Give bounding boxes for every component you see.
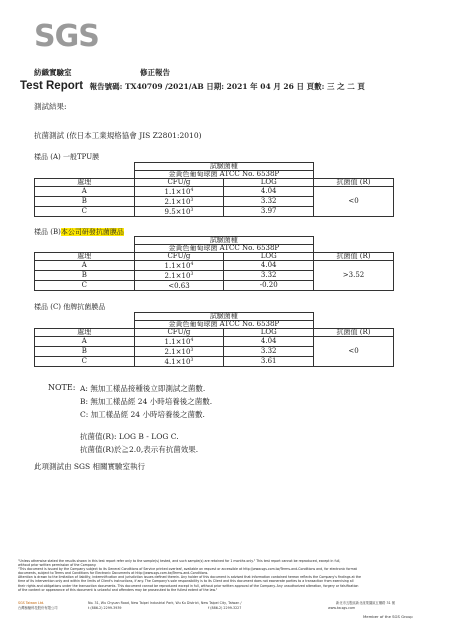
sample-a-label bbox=[34, 152, 99, 162]
col-log: LOG bbox=[224, 329, 314, 337]
blank-cell bbox=[314, 163, 394, 171]
strain-name: 金黃色葡萄球菌 ATCC No. 6538P bbox=[134, 321, 314, 329]
row-treatment: C bbox=[35, 207, 135, 217]
row-cfu: $1.1\times 10^4$ bbox=[134, 337, 224, 347]
note-label: NOTE: bbox=[48, 383, 76, 392]
col-treatment: 處理 bbox=[35, 329, 135, 337]
results-table-c bbox=[34, 312, 394, 367]
note-b: B: 無加工樣品經 24 小時培養後之菌數. bbox=[80, 397, 213, 406]
row-cfu: $2.1\times 10^3$ bbox=[134, 347, 224, 357]
lab-name: 紡織實驗室 bbox=[34, 68, 72, 77]
row-cfu: $9.5\times 10^3$ bbox=[134, 207, 224, 217]
sample-label: 樣品 (A) 一般TPU膜 bbox=[34, 153, 100, 161]
blank-cell bbox=[314, 237, 394, 245]
test-method: 抗菌測試 (依日本工業規格協會 JIS Z2801:2010) bbox=[34, 131, 202, 140]
row-log: 3.32 bbox=[224, 197, 314, 207]
row-cfu: $2.1\times 10^3$ bbox=[134, 271, 224, 281]
col-log: LOG bbox=[224, 253, 314, 261]
col-activity: 抗菌值 (R) bbox=[314, 329, 394, 337]
results-table-a bbox=[34, 162, 394, 217]
row-log: 3.61 bbox=[224, 357, 314, 367]
blank-cell bbox=[35, 313, 135, 321]
address-zh: 新北市五股區新北產業園區五權路 31 號 bbox=[336, 601, 396, 605]
row-log: -0.20 bbox=[224, 281, 314, 291]
strain-name: 金黃色葡萄球菌 ATCC No. 6538P bbox=[134, 171, 314, 179]
results-label: 測試結果: bbox=[34, 102, 67, 111]
note-a: A: 無加工樣品接種後立即測試之菌數. bbox=[80, 384, 206, 393]
row-treatment: A bbox=[35, 337, 135, 347]
results-table-b bbox=[34, 236, 394, 291]
activity-value: <0 bbox=[314, 337, 394, 367]
row-treatment: B bbox=[35, 347, 135, 357]
note-formula: 抗菌值(R): LOG B - LOG C. bbox=[80, 432, 179, 441]
sample-highlight: 本公司研發抗菌膜品 bbox=[60, 228, 124, 236]
col-log: LOG bbox=[224, 179, 314, 187]
sample-label: 樣品 (B) bbox=[34, 228, 61, 236]
sgs-logo: SGS bbox=[34, 19, 99, 54]
sample-c-label bbox=[34, 302, 105, 312]
row-cfu: $1.1\times 10^4$ bbox=[134, 261, 224, 271]
row-treatment: C bbox=[35, 281, 135, 291]
company-en: SGS Taiwan Ltd. bbox=[18, 601, 45, 605]
row-log: 4.04 bbox=[224, 261, 314, 271]
test-strain-header: 試驗菌種 bbox=[134, 313, 314, 321]
col-cfu: CFU/g bbox=[134, 329, 224, 337]
row-cfu: <0.63 bbox=[134, 281, 224, 291]
row-log: 3.32 bbox=[224, 271, 314, 281]
row-treatment: C bbox=[35, 357, 135, 367]
report-header bbox=[20, 80, 440, 92]
fax: f (886-2) 2299-3227 bbox=[208, 606, 242, 610]
row-cfu: $1.1\times 10^4$ bbox=[134, 187, 224, 197]
row-treatment: A bbox=[35, 187, 135, 197]
report-number: 報告號碼: TX40709 /2021/AB bbox=[89, 82, 204, 91]
row-log: 4.04 bbox=[224, 337, 314, 347]
col-activity: 抗菌值 (R) bbox=[314, 179, 394, 187]
col-cfu: CFU/g bbox=[134, 179, 224, 187]
col-treatment: 處理 bbox=[35, 253, 135, 261]
disclaimer: "Unless otherwise stated the results shown in this test report refer only to the sample(s) tested, and such sample(s) are retained for 1 months only." This test report cannot be reproduced, except in full, without prior written permission of the Company. "This document is issued by the Company subject to its General Conditions of Service printed overleaf, available on request or accessible at http://www.sgs.com.tw/Terms-and-Conditions and, for electronic format documents, subject to Terms and Conditions for Electronic Documents at http://www.sgs.com.tw/Terms-and-Conditions. Attention is drawn to the limitation of liability, indemnification and jurisdiction issues defined therein. Any holder of this document is advised that information contained hereon reflects the Company's findings at the time of its intervention only and within the limits of Client's instructions, if any. The Company's sole responsibility is to its Client and this document does not exonerate parties to a transaction from exercising all their rights and obligations under the transaction documents. This document cannot be reproduced except in full, without prior written approval of the Company. Any unauthorized alteration, forgery or falsification of the content or appearance of this document is unlawful and offenders may be prosecuted to the fullest extent of the law." bbox=[18, 559, 361, 592]
report-date: 日期: 2021 年 04 月 26 日 bbox=[206, 82, 304, 91]
row-treatment: A bbox=[35, 261, 135, 271]
row-cfu: $2.1\times 10^3$ bbox=[134, 197, 224, 207]
row-cfu: $4.1\times 10^3$ bbox=[134, 357, 224, 367]
note-criterion: 抗菌值(R)於≧2.0,表示有抗菌效果. bbox=[80, 445, 199, 454]
website: www.tw.sgs.com bbox=[328, 606, 356, 610]
member-text: Member of the SGS Group bbox=[363, 614, 413, 619]
blank-cell bbox=[314, 313, 394, 321]
footer bbox=[18, 601, 438, 619]
note-c: C: 加工樣品經 24 小時培養後之菌數. bbox=[80, 410, 205, 419]
blank-cell bbox=[35, 237, 135, 245]
activity-value: >3.52 bbox=[314, 261, 394, 291]
activity-value: <0 bbox=[314, 187, 394, 217]
strain-name: 金黃色葡萄球菌 ATCC No. 6538P bbox=[134, 245, 314, 253]
row-treatment: B bbox=[35, 197, 135, 207]
row-log: 4.04 bbox=[224, 187, 314, 197]
address: No. 31, Wu Chyuan Road, New Taipei Industrial Park, Wu Ku District, New Taipei City, Taiwan / bbox=[88, 601, 242, 605]
blank-cell bbox=[35, 163, 135, 171]
page-count: 頁數: 三 之 二 頁 bbox=[306, 82, 365, 91]
row-log: 3.97 bbox=[224, 207, 314, 217]
test-strain-header: 試驗菌種 bbox=[134, 237, 314, 245]
conclusion-text: 此項測試由 SGS 相關實驗室執行 bbox=[34, 462, 146, 471]
row-log: 3.32 bbox=[224, 347, 314, 357]
revision-label: 修正報告 bbox=[140, 68, 170, 77]
row-treatment: B bbox=[35, 271, 135, 281]
col-cfu: CFU/g bbox=[134, 253, 224, 261]
company-zh: 台灣檢驗科技股份有限公司 bbox=[18, 606, 58, 610]
sample-label: 樣品 (C) 他牌抗菌膜品 bbox=[34, 303, 106, 311]
col-treatment: 處理 bbox=[35, 179, 135, 187]
test-strain-header: 試驗菌種 bbox=[134, 163, 314, 171]
col-activity: 抗菌值 (R) bbox=[314, 253, 394, 261]
phone: t (886-2) 2299-3939 bbox=[88, 606, 122, 610]
test-report-title: Test Report bbox=[20, 80, 84, 92]
